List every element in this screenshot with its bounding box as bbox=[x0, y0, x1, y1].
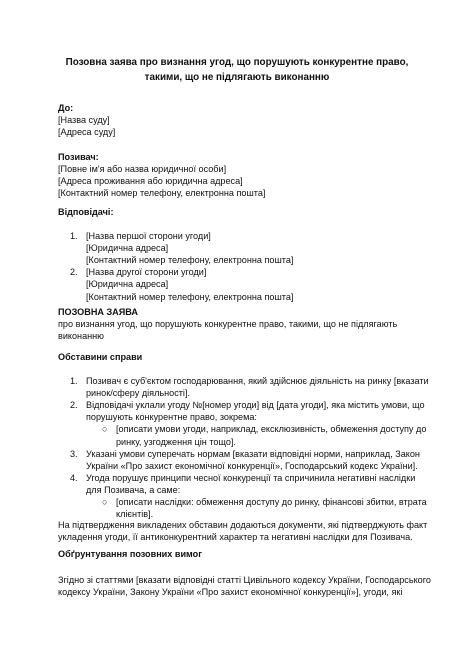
court-name: [Назва суду] bbox=[58, 115, 110, 126]
plaintiff-section bbox=[58, 151, 424, 199]
claim-line-1: про визнання угод, що порушують конкурентне право, такими, що не підлягають bbox=[58, 319, 398, 330]
circumstances-list bbox=[58, 375, 429, 520]
supporting-documents-paragraph bbox=[58, 519, 428, 543]
to-section bbox=[58, 102, 424, 138]
plaintiff-name: [Повне ім'я або назва юридичної особи] bbox=[58, 164, 227, 175]
plaintiff-heading: Позивач: bbox=[58, 152, 99, 162]
to-heading: До: bbox=[58, 103, 74, 113]
defendants-list bbox=[58, 230, 424, 303]
item-line: для Позивача, а саме: bbox=[86, 484, 181, 495]
plaintiff-contact: [Контактний номер телефону, електронна пошта] bbox=[58, 188, 266, 199]
defendant-1-name: [Назва першої сторони угоди] bbox=[86, 231, 211, 242]
hollow-bullet-icon: ○ bbox=[102, 424, 108, 435]
item-number: 4. bbox=[70, 472, 78, 483]
item-line: Указані умови суперечать нормам [вказати відповідні норми, наприклад, Закон bbox=[86, 448, 420, 459]
sub-list-item bbox=[58, 423, 427, 447]
claim-line-2: виконанню bbox=[58, 331, 104, 342]
list-item bbox=[58, 399, 424, 423]
claim-heading: ПОЗОВНА ЗАЯВА bbox=[58, 307, 138, 317]
plaintiff-address: [Адреса проживання або юридична адреса] bbox=[58, 176, 243, 187]
sub-item-line: ринку, узгодження цін тощо]. bbox=[116, 436, 236, 447]
item-number: 1. bbox=[70, 376, 78, 387]
defendants-section bbox=[58, 206, 424, 303]
sub-list-item bbox=[58, 496, 427, 520]
paragraph-line: На підтвердження викладених обставин додаються документи, які підтверджують факт bbox=[58, 520, 428, 530]
list-item bbox=[58, 230, 424, 266]
document-title bbox=[40, 56, 434, 85]
hollow-bullet-icon: ○ bbox=[102, 497, 108, 508]
list-item bbox=[58, 266, 424, 302]
item-line: Відповідачі уклали угоду №[номер угоди] від [дата угоди], яка містить умови, що bbox=[86, 400, 425, 411]
grounds-section bbox=[58, 548, 431, 598]
title-line-1: Позовна заява про визнання угод, що порушують конкурентне право, bbox=[65, 57, 409, 68]
item-line: України «Про захист економічної конкуренції», Господарський кодекс України]. bbox=[86, 460, 418, 471]
circumstances-heading: Обставини справи bbox=[58, 352, 143, 362]
defendant-1-address: [Юридична адреса] bbox=[86, 243, 169, 254]
paragraph-line: Згідно зі статтями [вказати відповідні статті Цивільного кодексу України, Господарського bbox=[58, 575, 431, 586]
defendant-1-contact: [Контактний номер телефону, електронна пошта] bbox=[86, 255, 294, 266]
court-address: [Адреса суду] bbox=[58, 127, 116, 138]
item-number: 3. bbox=[70, 448, 78, 459]
item-line: порушують конкурентне право, зокрема: bbox=[86, 412, 257, 423]
grounds-heading: Обґрунтування позовних вимог bbox=[58, 549, 202, 559]
item-number: 2. bbox=[70, 400, 78, 411]
defendant-2-name: [Назва другої сторони угоди] bbox=[86, 267, 207, 278]
sub-item-line: [описати наслідки: обмеження доступу до ринку, фінансові збитки, втрата bbox=[116, 497, 427, 508]
circumstances-section bbox=[58, 351, 429, 520]
sub-item-line: [описати умови угоди, наприклад, ексклюзивність, обмеження доступу до bbox=[116, 424, 427, 435]
title-line-2: такими, що не підлягають виконанню bbox=[144, 71, 330, 83]
item-line: ринок/сферу діяльності]. bbox=[86, 388, 190, 399]
item-line: Угода порушує принципи чесної конкуренції та спричинила негативні наслідки bbox=[86, 472, 416, 483]
list-item bbox=[58, 472, 424, 496]
paragraph-line: укладення угоди, її антиконкурентний характер та негативні наслідки для Позивача. bbox=[58, 532, 413, 543]
list-item bbox=[58, 375, 429, 399]
paragraph-line: кодексу України, Закону України «Про захист економічної конкуренції»], угоди, які bbox=[58, 587, 403, 598]
defendants-heading: Відповідачі: bbox=[58, 207, 114, 217]
defendant-2-address: [Юридична адреса] bbox=[86, 279, 169, 290]
defendant-2-contact: [Контактний номер телефону, електронна пошта] bbox=[86, 291, 294, 302]
item-line: Позивач є суб'єктом господарювання, який здійснює діяльність на ринку [вказати bbox=[86, 376, 429, 387]
item-number: 2. bbox=[70, 267, 78, 278]
item-number: 1. bbox=[70, 231, 78, 242]
claim-section bbox=[58, 306, 424, 342]
list-item bbox=[58, 448, 424, 472]
sub-item-line: клієнтів]. bbox=[116, 509, 154, 520]
